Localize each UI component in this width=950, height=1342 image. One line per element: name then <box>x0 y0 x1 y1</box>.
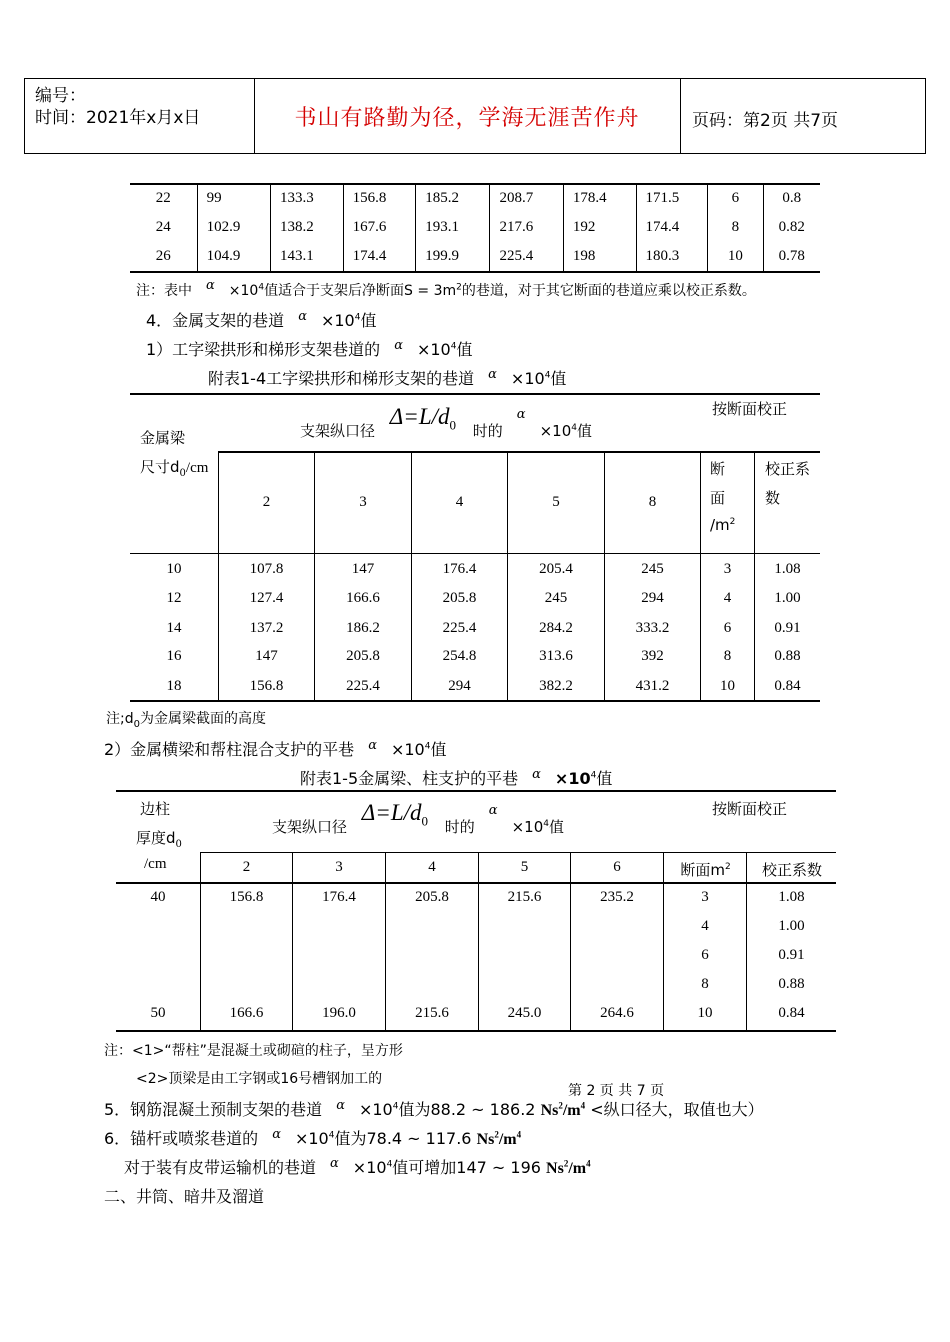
header-left-cell <box>25 79 255 153</box>
table-cell: 178.4 <box>563 184 636 213</box>
motto: 书山有路勤为径，学海无涯苦作舟 <box>294 106 640 131</box>
column-header: 3 <box>335 859 343 875</box>
t14-section-a: 断 <box>710 460 726 478</box>
note-text-b: ×10 <box>228 283 259 299</box>
t15-section-header <box>668 859 743 880</box>
section-6-times: ×10 <box>294 1129 329 1148</box>
t15-corner-b-text: 厚度d <box>136 829 176 847</box>
table-cell: 143.1 <box>271 242 344 271</box>
table-cell: 185.2 <box>416 184 490 213</box>
table-1-4-title-text: 附表1-4工字梁拱形和梯形支架的巷道 <box>208 369 475 388</box>
table-cell: 294 <box>448 678 471 694</box>
table-cell: 392 <box>641 648 664 664</box>
table-cell: 1.08 <box>774 561 801 577</box>
table-cell: 205.4 <box>539 561 573 577</box>
table-1-5-title: 附表1-5金属梁、柱支护的平巷 $^\alpha \times 10^4$值 <box>300 767 613 788</box>
table-top <box>130 184 820 271</box>
table-cell: 225.4 <box>490 242 563 271</box>
section-4-1-times: ×10 <box>416 340 451 359</box>
table-cell: 166.6 <box>346 590 380 606</box>
table-cell: 208.7 <box>490 184 563 213</box>
table-1-4-title: 附表1-4工字梁拱形和梯形支架的巷道 $^\alpha \times 10^4$值 <box>208 367 567 388</box>
note-text-d: 的巷道，对于其它断面的巷道应乘以校正系数。 <box>461 283 756 299</box>
section-5-unit: $Ns^2/m^4$ <box>540 1100 586 1119</box>
table-cell: 147 <box>255 648 278 664</box>
t14-bottom-rule <box>130 700 820 702</box>
section-6b-unit-b: /m <box>568 1160 587 1177</box>
table-cell: 205.8 <box>346 648 380 664</box>
table-cell: 22 <box>130 184 197 213</box>
table-cell: 133.3 <box>271 184 344 213</box>
column-header: 2 <box>262 494 271 510</box>
section-6-unit-a: Ns <box>476 1131 495 1148</box>
column-header: 3 <box>359 494 367 510</box>
table-cell: 6 <box>723 620 732 636</box>
alpha-symbol: α <box>330 1156 339 1171</box>
t14-corner-a: 金属梁 <box>140 429 186 447</box>
section-5-times: ×10 <box>358 1100 393 1119</box>
table-cell: 245.0 <box>507 1005 542 1021</box>
table-cell: 0.91 <box>774 620 801 636</box>
header-middle-cell <box>254 79 681 153</box>
t15-section-text: 断面m <box>680 861 725 879</box>
table-cell: 0.84 <box>774 678 801 694</box>
alpha-symbol: α <box>532 767 541 782</box>
section-6b-unit: $Ns^2/m^4$ <box>546 1158 591 1177</box>
column-header: 2 <box>242 859 251 875</box>
page-label: 页码：第2页 共7页 <box>692 111 839 131</box>
table-top-note: 注：表中 $\alpha \times 10^4$值适合于支架后净断面$S = 3m^2$的巷道，对于其它断面的巷道应乘以校正系数。 <box>136 278 756 299</box>
column-header: 8 <box>648 494 657 510</box>
section-4-2-times: ×10 <box>390 740 425 759</box>
alpha-symbol: α <box>516 407 526 422</box>
t14-span-label: 支架纵口径 <box>300 422 376 440</box>
table-cell: 50 <box>150 1005 166 1021</box>
t15-corner-a: 边柱 <box>140 800 171 818</box>
alpha-symbol: α <box>336 1098 345 1113</box>
alpha-symbol: α <box>368 738 377 753</box>
table-cell: 0.84 <box>778 1005 805 1021</box>
table-cell: 104.9 <box>197 242 270 271</box>
column-header: 4 <box>455 494 464 510</box>
table-cell: 6 <box>708 184 763 213</box>
section-4-tail: 值 <box>360 311 377 330</box>
t14-corner-b <box>140 456 208 479</box>
page-header <box>24 78 926 154</box>
section-4-2-tail: 值 <box>430 740 447 759</box>
section-6-value: 值为78.4 ~ 117.6 <box>334 1129 477 1148</box>
alpha-symbol: α <box>394 338 403 353</box>
t14-section-sup: 2 <box>729 517 736 527</box>
section-4-times: ×10 <box>320 311 355 330</box>
t15-formula <box>361 800 428 829</box>
t15-when: 时的 <box>444 818 475 836</box>
table-cell: 1.08 <box>778 889 805 905</box>
table-cell: 8 <box>723 648 732 664</box>
table-cell: 0.78 <box>778 248 805 264</box>
table-cell: 107.8 <box>249 561 284 577</box>
table-cell: 199.9 <box>416 242 490 271</box>
table-cell: 3 <box>723 561 732 577</box>
t15-span-header <box>272 800 564 837</box>
t14-formula <box>389 404 456 433</box>
section-5-unit-b: /m <box>562 1102 581 1119</box>
section-6-unit-b: /m <box>498 1131 517 1148</box>
t14-top-rule <box>130 393 820 395</box>
t14-correct-label: 按断面校正 <box>712 400 788 418</box>
table-cell: 431.2 <box>635 678 670 694</box>
table-row <box>130 184 820 213</box>
table-cell: 313.6 <box>539 648 573 664</box>
section-5-tail: <纵口径大，取值也大） <box>585 1100 764 1119</box>
table-cell: 156.8 <box>229 889 264 905</box>
table-cell: 205.8 <box>442 590 477 606</box>
table-cell: 0.82 <box>778 219 805 235</box>
table-cell: 10 <box>697 1005 713 1021</box>
section-6-unit: $Ns^2/m^4$ <box>476 1129 522 1148</box>
t14-xten: ×10 <box>539 422 572 440</box>
section-6: 6．锚杆或喷浆巷道的 $^\alpha \times 10^4$值为78.4 ~ 117.6 $Ns^2/m^4$ <box>104 1127 522 1148</box>
table-cell: 1.00 <box>778 918 805 934</box>
table-1-5-tail: 值 <box>596 769 613 788</box>
table-row <box>130 242 820 271</box>
column-header: 4 <box>428 859 436 875</box>
t14-note-tail: 为金属梁截面的高度 <box>139 711 266 727</box>
table-cell: 167.6 <box>343 213 416 242</box>
table-cell: 4 <box>723 590 732 606</box>
t15-bottom-rule <box>116 1030 836 1032</box>
alpha-symbol: α <box>272 1127 281 1142</box>
table-cell: 176.4 <box>322 889 356 905</box>
t14-section-b: 面 <box>710 489 726 507</box>
section-4-1-heading: 1）工字梁拱形和梯形支架巷道的 $^\alpha \times 10^4$值 <box>146 338 473 359</box>
table-cell: 193.1 <box>416 213 490 242</box>
table-cell: 176.4 <box>442 561 477 577</box>
t14-coef-b: 数 <box>765 489 781 507</box>
table-cell: 186.2 <box>346 620 380 636</box>
table-cell: 205.8 <box>415 889 449 905</box>
table-cell: 198 <box>563 242 636 271</box>
t14-note-text: 注;d <box>106 711 134 727</box>
table-cell: 196.0 <box>322 1005 356 1021</box>
t15-section-sup: 2 <box>724 862 731 872</box>
table-row <box>130 213 820 242</box>
section-5-text: 5．钢筋混凝土预制支架的巷道 <box>104 1100 323 1119</box>
table-cell: 284.2 <box>539 620 573 636</box>
table-cell: 192 <box>563 213 636 242</box>
time-label: 时间：2021年x月x日 <box>35 108 201 128</box>
table-cell: 156.8 <box>249 678 284 694</box>
section-4-2-heading: 2）金属横梁和帮柱混合支护的平巷 $^\alpha \times 10^4$值 <box>104 738 447 759</box>
table-cell: 215.6 <box>507 889 542 905</box>
t14-note <box>106 708 266 730</box>
table-cell: 137.2 <box>249 620 284 636</box>
alpha-symbol: α <box>488 367 497 382</box>
formula-sub: 0 <box>421 813 428 829</box>
table-cell: 0.88 <box>774 648 801 664</box>
table-1-5-title-text: 附表1-5金属梁、柱支护的平巷 <box>300 769 519 788</box>
table-cell: 156.8 <box>343 184 416 213</box>
column-header: 5 <box>520 859 529 875</box>
table-cell: 174.4 <box>343 242 416 271</box>
table-cell: 24 <box>130 213 197 242</box>
table-cell: 10 <box>166 561 182 577</box>
header-right-cell <box>680 79 925 153</box>
table-cell: 225.4 <box>346 678 380 694</box>
table-cell: 245 <box>544 590 568 606</box>
table-cell: 138.2 <box>271 213 344 242</box>
table-cell: 14 <box>166 620 182 636</box>
t14-coef-a: 校正系 <box>765 460 811 478</box>
section-6b-times: ×10 <box>352 1158 387 1177</box>
t15-xten: ×10 <box>511 818 544 836</box>
t15-span-label: 支架纵口径 <box>272 818 348 836</box>
section-6b-text: 对于装有皮带运输机的巷道 <box>124 1158 317 1177</box>
table-cell: 225.4 <box>442 620 477 636</box>
table-cell: 18 <box>166 678 182 694</box>
number-label: 编号： <box>35 86 86 106</box>
t14-corner-b-sub: 0 <box>179 468 186 479</box>
t15-correct-label: 按断面校正 <box>712 800 788 818</box>
t15-top-rule <box>116 790 836 792</box>
section-4-2-text: 2）金属横梁和帮柱混合支护的平巷 <box>104 740 355 759</box>
formula-text: Δ=L/d <box>361 800 422 825</box>
page-footer: 第 2 页 共 7 页 <box>568 1083 665 1099</box>
table-cell: 8 <box>701 976 709 992</box>
table-1-4-tail: 值 <box>550 369 567 388</box>
t15-val: 值 <box>548 818 564 836</box>
table-cell: 0.88 <box>778 976 805 992</box>
section-ii-heading: 二、井筒、暗井及溜道 <box>104 1187 265 1206</box>
section-6-text: 6．锚杆或喷浆巷道的 <box>104 1129 259 1148</box>
section-5-value: 值为88.2 ~ 186.2 <box>398 1100 541 1119</box>
t14-span-header <box>300 404 592 441</box>
t14-when: 时的 <box>472 422 503 440</box>
table-cell: 174.4 <box>636 213 708 242</box>
table-1-4-times: ×10 <box>510 369 545 388</box>
t14-xten-wrap: $\times 10^4$值 <box>539 422 592 440</box>
table-cell: 0.8 <box>782 190 802 206</box>
section-6b: 对于装有皮带运输机的巷道 $^\alpha \times 10^4$值可增加147 ~ 196 $Ns^2/m^4$ <box>124 1156 591 1177</box>
table-cell: 4 <box>701 918 709 934</box>
note-text-a: 注：表中 <box>136 283 192 299</box>
formula-sub: 0 <box>449 417 456 433</box>
table-cell: 171.5 <box>636 184 708 213</box>
table-cell: 147 <box>351 561 375 577</box>
table-cell: 127.4 <box>249 590 284 606</box>
alpha-symbol: α <box>488 803 498 818</box>
t14-corner-b-unit: /cm <box>185 460 209 476</box>
alpha-symbol: α <box>206 278 215 293</box>
t14-section-c <box>710 516 735 534</box>
table-cell: 26 <box>130 242 197 271</box>
formula-text: Δ=L/d <box>389 404 450 429</box>
table-cell: 245 <box>641 561 664 577</box>
t15-coef-header: 校正系数 <box>761 861 822 879</box>
t14-note-sub: 0 <box>133 718 140 730</box>
table-cell: 10 <box>708 242 763 271</box>
table-cell: 1.00 <box>774 590 801 606</box>
t15-header-bottom-rule <box>116 882 836 884</box>
table-cell: 99 <box>197 184 270 213</box>
t15-note-1: 注：<1>“帮柱”是混凝土或砌碹的柱子，呈方形 <box>104 1043 403 1059</box>
t15-note-2: <2>顶梁是由工字钢或16号槽钢加工的 <box>136 1071 383 1087</box>
t14-header-bottom-rule <box>130 553 820 554</box>
table-cell: 180.3 <box>636 242 708 271</box>
t14-section-c-text: /m <box>710 516 730 534</box>
t14-mid-rule <box>218 451 820 453</box>
table-cell: 6 <box>701 947 709 963</box>
table-cell: 0.91 <box>778 947 805 963</box>
alpha-symbol: α <box>298 309 307 324</box>
section-4-heading: 4．金属支架的巷道 $^\alpha \times 10^4$值 <box>146 309 377 330</box>
section-4-1-tail: 值 <box>456 340 473 359</box>
note-text-c: 值适合于支架后净断面S = 3m <box>264 283 457 299</box>
section-4-1-text: 1）工字梁拱形和梯形支架巷道的 <box>146 340 381 359</box>
table-cell: 333.2 <box>635 620 670 636</box>
t15-mid-rule <box>200 852 836 853</box>
section-6b-value: 值可增加147 ~ 196 <box>392 1158 547 1177</box>
table-cell: 8 <box>708 213 763 242</box>
table-cell: 235.2 <box>600 889 634 905</box>
table-1-5-times: ×10 <box>554 769 591 788</box>
table-cell: 40 <box>150 889 166 905</box>
table-cell: 264.6 <box>600 1005 634 1021</box>
table-cell: 16 <box>166 648 182 664</box>
t14-val: 值 <box>576 422 592 440</box>
section-5: 5．钢筋混凝土预制支架的巷道 $^\alpha \times 10^4$值为88.2 ~ 186.2 $Ns^2/m^4$ <纵口径大，取值也大） <box>104 1098 764 1119</box>
section-4-text: 4．金属支架的巷道 <box>146 311 285 330</box>
t15-corner-c: /cm <box>144 856 167 872</box>
t15-corner-b-sub: 0 <box>175 839 182 850</box>
table-cell: 102.9 <box>197 213 270 242</box>
table-cell: 12 <box>166 590 182 606</box>
table-cell: 3 <box>701 889 709 905</box>
section-6b-unit-a: Ns <box>546 1160 564 1177</box>
table-cell: 166.6 <box>229 1005 264 1021</box>
column-header: 6 <box>613 859 621 875</box>
t15-corner-b <box>136 827 182 850</box>
t14-corner-b-text: 尺寸d <box>140 458 180 476</box>
t15-xten-wrap: $\times 10^4$值 <box>511 818 564 836</box>
column-header: 5 <box>552 494 560 510</box>
table-cell: 215.6 <box>415 1005 449 1021</box>
table-cell: 382.2 <box>539 678 573 694</box>
table-cell: 10 <box>720 678 735 694</box>
table-cell: 254.8 <box>442 648 477 664</box>
table-cell: 217.6 <box>490 213 563 242</box>
table-cell: 294 <box>641 590 664 606</box>
section-5-unit-a: Ns <box>540 1102 559 1119</box>
table-top-bottom-rule <box>130 271 820 273</box>
